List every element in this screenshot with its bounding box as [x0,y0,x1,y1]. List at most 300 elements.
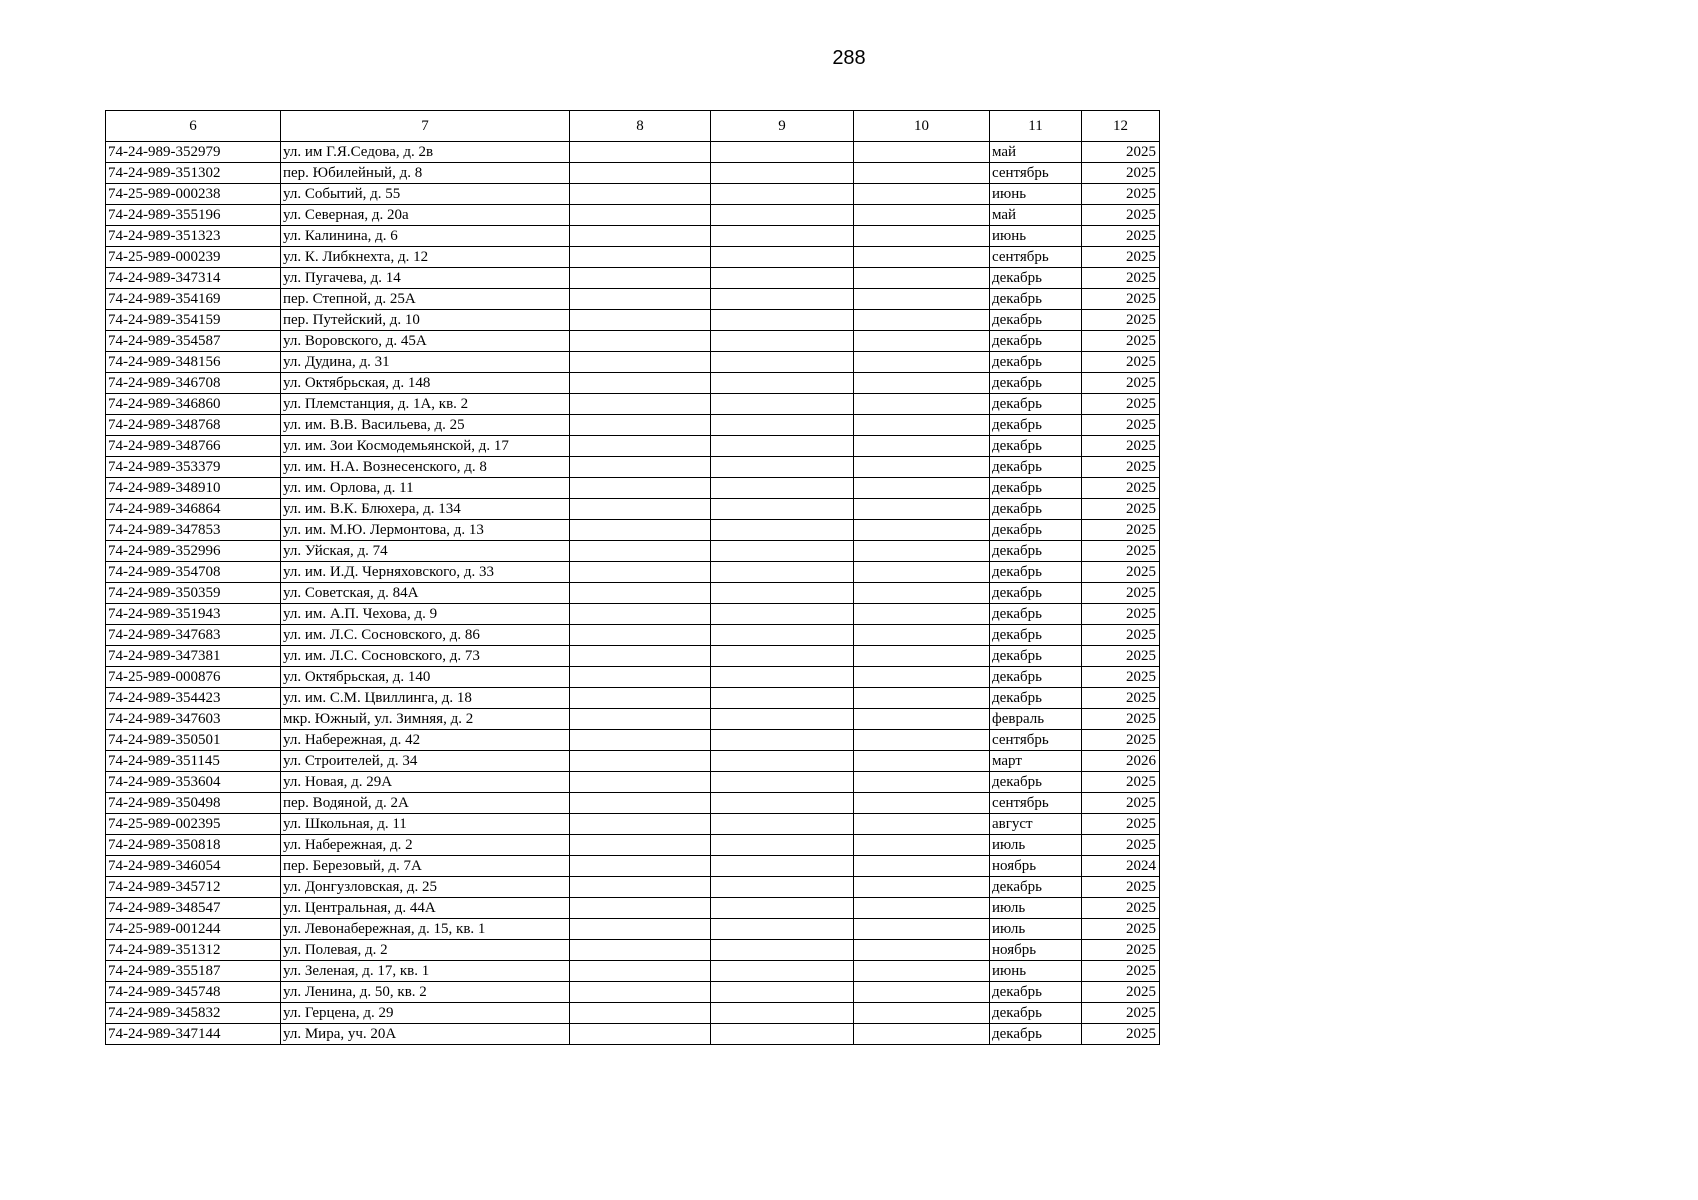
table-row [106,226,1160,247]
column-8-cell [570,856,711,877]
table-row [106,352,1160,373]
column-9-cell [711,1024,854,1045]
month-cell: август [990,814,1082,835]
column-8-cell [570,793,711,814]
cadastral-number-cell: 74-24-989-352996 [106,541,281,562]
column-9-cell [711,331,854,352]
column-9-cell [711,709,854,730]
column-10-cell [854,289,990,310]
year-cell: 2025 [1082,457,1160,478]
column-8-cell [570,1003,711,1024]
column-10-cell [854,961,990,982]
table-row [106,604,1160,625]
address-cell: мкр. Южный, ул. Зимняя, д. 2 [281,709,570,730]
year-cell: 2025 [1082,373,1160,394]
month-cell: декабрь [990,352,1082,373]
month-cell: декабрь [990,373,1082,394]
column-10-cell [854,331,990,352]
column-10-cell [854,1003,990,1024]
column-10-cell [854,478,990,499]
column-8-cell [570,457,711,478]
table-row [106,646,1160,667]
month-cell: декабрь [990,457,1082,478]
table-row [106,394,1160,415]
column-8-cell [570,436,711,457]
column-8-cell [570,604,711,625]
address-cell: ул. Ленина, д. 50, кв. 2 [281,982,570,1003]
address-cell: ул. Герцена, д. 29 [281,1003,570,1024]
month-cell: декабрь [990,1024,1082,1045]
table-row [106,751,1160,772]
address-cell: ул. им. С.М. Цвиллинга, д. 18 [281,688,570,709]
cadastral-number-cell: 74-24-989-350359 [106,583,281,604]
column-9-cell [711,394,854,415]
column-9-cell [711,415,854,436]
cadastral-number-cell: 74-24-989-353379 [106,457,281,478]
column-8-cell [570,163,711,184]
table-header [106,111,1160,142]
column-10-cell [854,247,990,268]
column-9-cell [711,142,854,163]
column-10-cell [854,730,990,751]
month-cell: декабрь [990,415,1082,436]
column-9-cell [711,268,854,289]
cadastral-number-cell: 74-24-989-345712 [106,877,281,898]
table-body [106,142,1160,1045]
table-row [106,1024,1160,1045]
year-cell: 2025 [1082,247,1160,268]
year-cell: 2025 [1082,772,1160,793]
year-cell: 2025 [1082,562,1160,583]
table-row [106,940,1160,961]
cadastral-number-cell: 74-24-989-354159 [106,310,281,331]
cadastral-number-cell: 74-24-989-354708 [106,562,281,583]
month-cell: декабрь [990,310,1082,331]
month-cell: декабрь [990,541,1082,562]
address-cell: ул. К. Либкнехта, д. 12 [281,247,570,268]
column-9-cell [711,835,854,856]
column-9-cell [711,688,854,709]
year-cell: 2025 [1082,310,1160,331]
year-cell: 2025 [1082,268,1160,289]
column-8-cell [570,1024,711,1045]
cadastral-number-cell: 74-25-989-000239 [106,247,281,268]
column-10-cell [854,877,990,898]
table-row [106,499,1160,520]
month-cell: декабрь [990,436,1082,457]
column-9-cell [711,457,854,478]
column-8-cell [570,415,711,436]
column-10-cell [854,352,990,373]
column-8-cell [570,184,711,205]
column-header-7: 7 [281,111,570,142]
year-cell: 2025 [1082,331,1160,352]
column-8-cell [570,478,711,499]
column-10-cell [854,268,990,289]
column-10-cell [854,646,990,667]
address-cell: ул. Полевая, д. 2 [281,940,570,961]
column-10-cell [854,583,990,604]
table-row [106,625,1160,646]
month-cell: декабрь [990,268,1082,289]
column-10-cell [854,898,990,919]
month-cell: декабрь [990,772,1082,793]
year-cell: 2025 [1082,793,1160,814]
address-cell: ул. Зеленая, д. 17, кв. 1 [281,961,570,982]
column-10-cell [854,436,990,457]
month-cell: март [990,751,1082,772]
cadastral-number-cell: 74-24-989-346054 [106,856,281,877]
column-9-cell [711,919,854,940]
column-8-cell [570,667,711,688]
column-8-cell [570,982,711,1003]
column-8-cell [570,835,711,856]
column-10-cell [854,499,990,520]
column-10-cell [854,709,990,730]
cadastral-number-cell: 74-24-989-346860 [106,394,281,415]
month-cell: февраль [990,709,1082,730]
address-cell: ул. Набережная, д. 42 [281,730,570,751]
column-9-cell [711,226,854,247]
year-cell: 2025 [1082,898,1160,919]
year-cell: 2025 [1082,961,1160,982]
column-10-cell [854,163,990,184]
column-10-cell [854,835,990,856]
cadastral-number-cell: 74-24-989-355187 [106,961,281,982]
column-9-cell [711,436,854,457]
column-10-cell [854,520,990,541]
column-9-cell [711,856,854,877]
table-row [106,205,1160,226]
cadastral-number-cell: 74-24-989-348547 [106,898,281,919]
column-10-cell [854,667,990,688]
address-cell: ул. Уйская, д. 74 [281,541,570,562]
month-cell: сентябрь [990,730,1082,751]
month-cell: июль [990,919,1082,940]
address-cell: ул. Новая, д. 29А [281,772,570,793]
column-header-11: 11 [990,111,1082,142]
month-cell: декабрь [990,562,1082,583]
column-8-cell [570,520,711,541]
month-cell: сентябрь [990,163,1082,184]
column-header-8: 8 [570,111,711,142]
cadastral-number-cell: 74-24-989-352979 [106,142,281,163]
column-10-cell [854,373,990,394]
column-9-cell [711,793,854,814]
cadastral-number-cell: 74-24-989-347603 [106,709,281,730]
column-10-cell [854,751,990,772]
month-cell: декабрь [990,520,1082,541]
address-cell: ул. им. В.В. Васильева, д. 25 [281,415,570,436]
cadastral-number-cell: 74-24-989-354169 [106,289,281,310]
table-row [106,898,1160,919]
month-cell: ноябрь [990,940,1082,961]
address-cell: ул. им. Зои Космодемьянской, д. 17 [281,436,570,457]
table-row [106,457,1160,478]
table-row [106,982,1160,1003]
table-row [106,730,1160,751]
cadastral-number-cell: 74-24-989-348910 [106,478,281,499]
table-row [106,289,1160,310]
column-10-cell [854,394,990,415]
year-cell: 2025 [1082,394,1160,415]
column-9-cell [711,940,854,961]
column-9-cell [711,310,854,331]
year-cell: 2025 [1082,835,1160,856]
month-cell: декабрь [990,667,1082,688]
month-cell: декабрь [990,289,1082,310]
cadastral-number-cell: 74-24-989-345832 [106,1003,281,1024]
header-row [106,111,1160,142]
month-cell: декабрь [990,394,1082,415]
column-8-cell [570,919,711,940]
cadastral-number-cell: 74-24-989-347144 [106,1024,281,1045]
column-9-cell [711,772,854,793]
cadastral-number-cell: 74-24-989-351943 [106,604,281,625]
table-row [106,877,1160,898]
cadastral-number-cell: 74-25-989-002395 [106,814,281,835]
table-row [106,436,1160,457]
address-cell: ул. Воровского, д. 45А [281,331,570,352]
cadastral-number-cell: 74-24-989-355196 [106,205,281,226]
cadastral-number-cell: 74-24-989-346708 [106,373,281,394]
column-10-cell [854,205,990,226]
cadastral-number-cell: 74-24-989-348156 [106,352,281,373]
address-cell: ул. Октябрьская, д. 148 [281,373,570,394]
address-cell: ул. Северная, д. 20а [281,205,570,226]
address-cell: ул. Мира, уч. 20А [281,1024,570,1045]
column-8-cell [570,562,711,583]
month-cell: сентябрь [990,247,1082,268]
address-cell: ул. Октябрьская, д. 140 [281,667,570,688]
column-8-cell [570,373,711,394]
column-8-cell [570,226,711,247]
column-9-cell [711,373,854,394]
column-10-cell [854,814,990,835]
table-row [106,919,1160,940]
table-row [106,331,1160,352]
column-10-cell [854,562,990,583]
year-cell: 2025 [1082,163,1160,184]
address-cell: ул. им. Л.С. Сосновского, д. 73 [281,646,570,667]
cadastral-number-cell: 74-24-989-350818 [106,835,281,856]
column-10-cell [854,604,990,625]
column-header-10: 10 [854,111,990,142]
table-row [106,814,1160,835]
column-8-cell [570,331,711,352]
page-number: 288 [832,47,866,69]
column-9-cell [711,751,854,772]
month-cell: май [990,205,1082,226]
cadastral-number-cell: 74-24-989-348768 [106,415,281,436]
cadastral-number-cell: 74-24-989-351323 [106,226,281,247]
column-9-cell [711,604,854,625]
column-9-cell [711,730,854,751]
column-9-cell [711,289,854,310]
column-8-cell [570,709,711,730]
year-cell: 2025 [1082,478,1160,499]
column-8-cell [570,289,711,310]
address-cell: ул. им. И.Д. Черняховского, д. 33 [281,562,570,583]
table-row [106,856,1160,877]
cadastral-number-cell: 74-24-989-347381 [106,646,281,667]
month-cell: июль [990,898,1082,919]
address-cell: ул. Калинина, д. 6 [281,226,570,247]
address-cell: ул. Племстанция, д. 1А, кв. 2 [281,394,570,415]
cadastral-number-cell: 74-24-989-351312 [106,940,281,961]
month-cell: декабрь [990,625,1082,646]
column-9-cell [711,562,854,583]
column-9-cell [711,163,854,184]
column-10-cell [854,1024,990,1045]
month-cell: июль [990,835,1082,856]
table-row [106,835,1160,856]
cadastral-number-cell: 74-25-989-000238 [106,184,281,205]
column-8-cell [570,751,711,772]
cadastral-number-cell: 74-24-989-347683 [106,625,281,646]
year-cell: 2025 [1082,205,1160,226]
month-cell: декабрь [990,331,1082,352]
column-10-cell [854,940,990,961]
table-row [106,478,1160,499]
column-10-cell [854,415,990,436]
address-cell: ул. Советская, д. 84А [281,583,570,604]
month-cell: декабрь [990,982,1082,1003]
column-10-cell [854,688,990,709]
column-8-cell [570,730,711,751]
column-9-cell [711,1003,854,1024]
year-cell: 2025 [1082,730,1160,751]
address-cell: ул. Левонабережная, д. 15, кв. 1 [281,919,570,940]
address-cell: ул. им. М.Ю. Лермонтова, д. 13 [281,520,570,541]
table-row [106,961,1160,982]
cadastral-number-cell: 74-25-989-001244 [106,919,281,940]
column-9-cell [711,478,854,499]
column-9-cell [711,961,854,982]
column-10-cell [854,793,990,814]
year-cell: 2025 [1082,289,1160,310]
year-cell: 2025 [1082,142,1160,163]
cadastral-number-cell: 74-24-989-347314 [106,268,281,289]
address-cell: пер. Водяной, д. 2А [281,793,570,814]
year-cell: 2025 [1082,667,1160,688]
data-table [105,110,1160,1045]
address-cell: ул. Строителей, д. 34 [281,751,570,772]
column-9-cell [711,205,854,226]
column-8-cell [570,247,711,268]
month-cell: декабрь [990,583,1082,604]
column-8-cell [570,814,711,835]
table-row [106,772,1160,793]
cadastral-number-cell: 74-24-989-354587 [106,331,281,352]
year-cell: 2025 [1082,919,1160,940]
year-cell: 2025 [1082,604,1160,625]
table-row [106,667,1160,688]
month-cell: декабрь [990,478,1082,499]
year-cell: 2025 [1082,436,1160,457]
column-8-cell [570,877,711,898]
table-row [106,415,1160,436]
table-row [106,163,1160,184]
cadastral-number-cell: 74-24-989-345748 [106,982,281,1003]
month-cell: июнь [990,961,1082,982]
column-10-cell [854,184,990,205]
column-8-cell [570,625,711,646]
address-cell: ул. Дудина, д. 31 [281,352,570,373]
column-9-cell [711,646,854,667]
year-cell: 2025 [1082,877,1160,898]
column-10-cell [854,142,990,163]
table-row [106,268,1160,289]
column-9-cell [711,499,854,520]
cadastral-number-cell: 74-24-989-350501 [106,730,281,751]
address-cell: ул. Пугачева, д. 14 [281,268,570,289]
year-cell: 2025 [1082,499,1160,520]
cadastral-number-cell: 74-24-989-351145 [106,751,281,772]
address-cell: пер. Степной, д. 25А [281,289,570,310]
year-cell: 2025 [1082,1003,1160,1024]
column-9-cell [711,247,854,268]
cadastral-number-cell: 74-24-989-353604 [106,772,281,793]
column-10-cell [854,856,990,877]
year-cell: 2025 [1082,352,1160,373]
column-header-6: 6 [106,111,281,142]
column-8-cell [570,646,711,667]
address-cell: ул. им. В.К. Блюхера, д. 134 [281,499,570,520]
address-cell: ул. им Г.Я.Седова, д. 2в [281,142,570,163]
column-10-cell [854,772,990,793]
cadastral-number-cell: 74-24-989-346864 [106,499,281,520]
column-8-cell [570,898,711,919]
address-cell: ул. им. Н.А. Вознесенского, д. 8 [281,457,570,478]
column-8-cell [570,394,711,415]
year-cell: 2025 [1082,625,1160,646]
table-row [106,583,1160,604]
column-10-cell [854,226,990,247]
column-9-cell [711,583,854,604]
cadastral-number-cell: 74-24-989-350498 [106,793,281,814]
year-cell: 2026 [1082,751,1160,772]
column-8-cell [570,541,711,562]
year-cell: 2025 [1082,541,1160,562]
year-cell: 2025 [1082,520,1160,541]
cadastral-number-cell: 74-25-989-000876 [106,667,281,688]
address-cell: ул. Центральная, д. 44А [281,898,570,919]
address-cell: пер. Юбилейный, д. 8 [281,163,570,184]
month-cell: сентябрь [990,793,1082,814]
table-row [106,247,1160,268]
year-cell: 2025 [1082,982,1160,1003]
column-8-cell [570,352,711,373]
address-cell: пер. Путейский, д. 10 [281,310,570,331]
year-cell: 2025 [1082,184,1160,205]
column-9-cell [711,877,854,898]
table-row [106,142,1160,163]
month-cell: декабрь [990,646,1082,667]
column-10-cell [854,457,990,478]
table-row [106,562,1160,583]
column-10-cell [854,625,990,646]
year-cell: 2025 [1082,814,1160,835]
year-cell: 2025 [1082,940,1160,961]
address-cell: ул. Событий, д. 55 [281,184,570,205]
year-cell: 2025 [1082,709,1160,730]
month-cell: май [990,142,1082,163]
column-9-cell [711,667,854,688]
year-cell: 2025 [1082,415,1160,436]
year-cell: 2025 [1082,1024,1160,1045]
table-row [106,520,1160,541]
